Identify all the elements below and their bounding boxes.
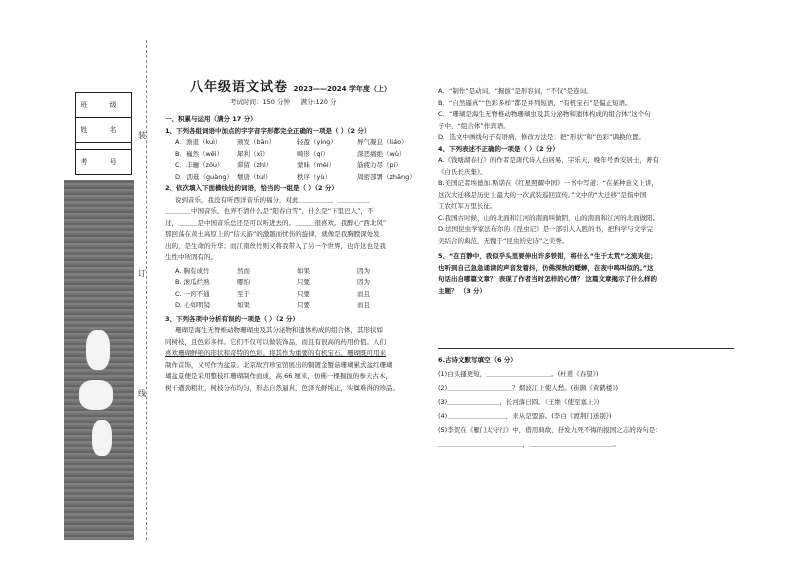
option-row [165,289,427,301]
info-spacer [76,143,132,150]
option-line: 美结合的典范，无愧于“昆虫的史诗”之美誉。 [438,236,569,245]
seal-blob [86,330,110,370]
right-column [438,86,738,297]
option-cell: C. 一窍不通 [175,289,210,298]
option-row [165,277,427,289]
question-5-line: 句话出自哪篇文章？ 表现了作者当时怎样的心情？ 这篇文章揭示了什么样的 [438,275,658,283]
exam-title-block [190,76,391,95]
option-cell: 哪怕 [237,278,250,286]
option-line: 子中，“组合体”作宾语。 [438,121,510,130]
class-label: 班 级 [76,93,132,118]
option-cell: 秩序（yù） [297,172,331,181]
passage-line: 同树枝，且色彩多样。它们不仅可以做装饰品，而且有很高的药用价值。人们 [165,337,386,346]
fill-blank-line: (2)＿＿＿＿＿＿＿＿＿＿？烟波江上使人愁。(崔颢《黄鹤楼》) [438,384,619,392]
passage-line: 出的，是生命的升华；而江南丝竹则又将我带入了另一个世界，也许这也是我 [165,241,386,250]
option-line: D.法国昆虫学家法布尔的《昆虫记》是一部引人入胜的书，把科学与文学完 [438,225,654,233]
option-cell: 犀利（xī） [237,149,269,158]
passage-line: 瑚盆景便是采用整枝红珊瑚制作而成，高 66 厘米，仿佛一棵掘拔的参天古木， [165,372,392,380]
option-cell: 颁发（bān） [237,138,276,146]
option-row [165,300,427,312]
option-line: B.美国记者埃德加.斯诺在《红星照耀中国》一书中写道：“在某种意义上讲， [438,179,658,187]
option-cell: 颓唐（tuí） [237,172,272,181]
passage-line: 生性中所固有的。 [165,253,217,261]
question-1-stem: 1、下列各组词语中加点的字字音字形都完全正确的一项是（ ）（2 分） [165,126,371,135]
question-5-line: 主题？ （3 分） [438,286,487,295]
passage-line: 珊瑚是海生无脊椎动物珊瑚虫及其分泌物和遗体构成的组合体，其形状如 [175,326,383,334]
binding-char: 订 [138,269,146,278]
underlined-passage-line: 喜欢珊瑚鲜艳的形状和奇特的色彩。将其作为重要的有机宝石。珊瑚既可用来 [165,349,386,357]
option-line: 工农红军万里长征。 [438,202,497,210]
option-cell: 周密部署（zhāng） [357,172,416,181]
option-line: B．“自然逼真”“色彩多样”都是并列短语，“有机宝石”是偏正短语。 [438,98,632,107]
option-cell: C．丰骊（zǒu） [175,161,224,169]
option-line: D．选文中画线句子有语病，修改方法是：把“形状”和“色彩”调换位置。 [438,133,645,141]
option-line: 这次大迁移是历史上最大的一次武装巡回宣传。”文中的“大迁移”是指中国 [438,190,647,199]
left-column [165,114,427,394]
binding-line [146,40,147,540]
question-4-stem: 4、下列表述不正确的一项是（ ）（2 分） [438,144,559,153]
question-2-stem: 2、依次填入下面横线处的词语，恰当的一组是（ ）（2 分） [165,184,338,192]
option-cell: 而且 [357,301,370,309]
exam-number-label: 考 号 [76,150,132,175]
option-row [165,160,427,172]
passage-line: 说到音乐，我没有听西洋音乐的福分，对此＿＿＿＿＿，＿＿＿＿＿ [175,195,370,204]
exam-score: 满分:120 分 [300,98,337,106]
option-cell: 因为 [357,266,370,275]
option-row [165,172,427,184]
option-cell: 滞留（zhì） [237,161,273,169]
student-info-table [75,92,132,175]
option-cell: 畸形（qí） [297,149,329,158]
fill-blank-line: (3)＿＿＿＿＿＿＿＿，长河落日圆。（王维《使至塞上》) [438,398,600,406]
question-6-block [438,353,738,451]
exam-time: 考试时间：150 分钟 [230,98,290,106]
option-cell: 因为 [357,278,370,286]
option-cell: 筋疲力尽（pí） [357,161,402,169]
option-cell: A. 胸有成竹 [175,266,210,275]
option-cell: 然而 [237,266,250,275]
option-cell: 蒙昧（mèi） [297,161,336,169]
exam-title: 八年级语文试卷 [190,80,289,95]
option-cell: 只要 [297,301,310,309]
passage-line: 制作首饰，又可作为盆景。北京故宫珍宝馆展出的铜镀金蟹菇珊瑚累式盆红珊瑚 [165,360,393,369]
binding-char: 装 [138,131,146,140]
passage-line: 那回荡在黄土高原上的“信天游”的激越而忧伤的旋律，就像是我胸膛深处发 [165,230,380,238]
option-cell: B. 滚瓜烂熟 [175,278,210,286]
option-cell: 屏气凝息（liáo） [357,138,408,146]
passage-line: 过，＿＿＿是中国音乐总还是可以听进去的。＿＿＿很喜欢。我醉心“西北风” [165,218,387,227]
option-cell: 如果 [237,301,250,309]
option-row [165,149,427,161]
fill-blank-line: ＿＿＿＿＿＿＿＿＿＿＿＿＿，＿＿＿＿＿＿＿＿＿＿＿＿＿。 [438,440,620,448]
option-row [165,137,427,149]
answer-divider [438,348,734,349]
passage-line: ＿＿＿＿中国音乐，也弄不清什么是“阳春白雪”，什么是“下里巴人”，不 [165,207,374,215]
seal-blob [92,420,112,456]
option-cell: 如果 [297,266,310,275]
school-year: 2023——2024 学年度（上） [293,85,391,93]
option-line: C.我国古时候，山的北面和江河的南面叫做阴，山的南面和江河的北面做阳。 [438,213,660,222]
section-heading: 一、积累与运用（满分 17 分） [165,115,257,123]
option-cell: 轻盈（yíng） [297,138,337,146]
exam-meta [230,97,337,106]
option-cell: B．巍然（wēi） [175,149,224,158]
option-cell: A．澹退（kuì） [175,138,222,146]
option-cell: 深恶痛绝（wù） [357,149,406,158]
passage-line: 树干遒劲粗壮，树枝分布均匀，形态自然逼真，色泽光鲜纯正，实属难得的珍品。 [165,383,399,392]
question-5-line: 也听到自己急急诵读的声音发着抖，仿佛深秋的蟋蟀，在夜中鸣叫似的。”这 [438,263,654,272]
option-cell: D. 心如明镜 [175,301,211,309]
name-label: 姓 名 [76,118,132,143]
option-line: C．“珊瑚是海生无脊椎动物珊瑚虫及其分泌物和遗体构成的组合体”这个句 [438,110,651,118]
binding-char: 线 [138,389,146,398]
question-5-line: 5、“在百静中，我似乎头里要伸出许多铁钳，将什么“生于太荒”之流夹住； [438,252,657,260]
question-1-options [165,137,427,183]
option-line: 《白氏长庆集》。 [438,167,487,176]
option-row [165,266,427,278]
scanned-seal-strip [64,180,134,540]
fill-blank-line: (5)李贺在《雁门太守行》中，借用典故，抒发九死不悔的报国之志的诗句是： [438,426,662,434]
option-cell: D．沥逛（guàng） [175,172,233,181]
question-2-options [165,266,427,312]
option-cell: 至于 [237,289,250,298]
option-line: A.《钱塘湖春行》的作者是唐代诗人白居易，字乐天，晚年号香安居士，著有 [438,156,659,164]
option-cell: 只要 [297,278,310,286]
fill-blank-line: (4)＿＿＿＿＿＿＿＿＿，来从是盟游。(李白《渡荆门送别》) [438,412,612,420]
option-cell: 只要 [297,289,310,298]
option-cell: 而且 [357,289,370,298]
fill-blank-line: (1)白头搔更短，＿＿＿＿＿＿＿＿＿＿。(杜甫《春望》) [438,370,599,378]
option-line: A．“制作”是动词，“掘拔”是形容词，“不仅”是连词。 [438,87,593,95]
question-3-stem: 3、下列各项中分析有误的一项是（ ）（2 分） [165,314,299,323]
question-6-title: 6.古诗文默写填空（6 分） [438,356,517,364]
seal-blob [79,380,113,410]
